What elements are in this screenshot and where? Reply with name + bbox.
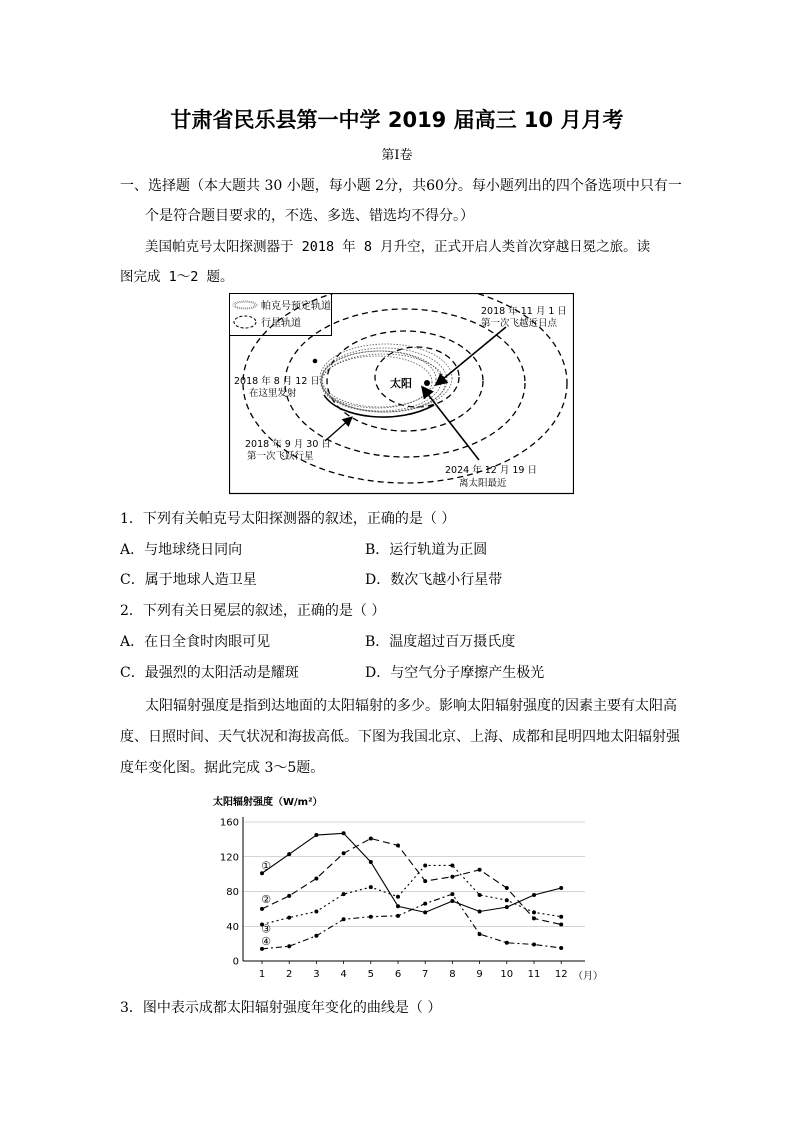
intro2-line3: 度年变化图。据此完成 3～5题。 — [120, 760, 325, 776]
series-label-2: ② — [261, 892, 271, 906]
data-point-s1-m10 — [505, 905, 509, 909]
chart-y-title: 太阳辐射强度（W/m²） — [213, 797, 323, 808]
data-point-s4-m11 — [532, 942, 536, 946]
intro1-line1: 美国帕克号太阳探测器于 2018 年 8 月升空，正式开启人类首次穿越日冕之旅。读 — [145, 239, 651, 255]
data-point-s3-m5 — [369, 885, 373, 889]
data-point-s2-m9 — [478, 868, 482, 872]
data-point-s1-m11 — [532, 893, 536, 897]
q1-option-d: D．数次飞越小行星带 — [365, 572, 503, 588]
q1-option-b: B．运行轨道为正圆 — [365, 542, 488, 558]
intro2-line2: 度、日照时间、天气状况和海拔高低。下图为我国北京、上海、成都和昆明四地太阳辐射强 — [120, 729, 680, 745]
data-point-s2-m11 — [532, 916, 536, 920]
y-tick-label: 120 — [219, 852, 239, 864]
data-point-s4-m5 — [369, 915, 373, 919]
y-tick-label: 80 — [226, 887, 239, 898]
intro2-line1: 太阳辐射强度是指到达地面的太阳辐射的多少。影响太阳辐射强度的因素主要有太阳高 — [145, 698, 677, 714]
x-tick-label: 8 — [449, 969, 456, 980]
data-point-s2-m3 — [314, 876, 318, 880]
data-point-s2-m12 — [559, 923, 563, 927]
x-tick-label: 6 — [394, 969, 402, 980]
q2-option-d: D．与空气分子摩擦产生极光 — [365, 665, 545, 681]
x-tick-label: 2 — [286, 969, 293, 980]
data-point-s3-m8 — [450, 863, 454, 867]
x-tick-label: 4 — [340, 969, 347, 980]
series-line-1 — [262, 833, 561, 912]
data-point-s3-m3 — [314, 909, 318, 913]
series-label-4: ④ — [261, 934, 271, 948]
data-point-s4-m3 — [314, 934, 318, 938]
q1-stem: 1．下列有关帕克号太阳探测器的叙述，正确的是（ ） — [120, 511, 456, 527]
series-label-3: ③ — [261, 922, 271, 936]
sep-text-label: 第一次飞跃行星 — [247, 451, 314, 462]
legend-probe-label: 帕克号预定轨道 — [261, 301, 331, 312]
data-point-s4-m10 — [505, 941, 509, 945]
dec-date-label: 2024 年 12 月 19 日 — [445, 465, 537, 476]
data-point-s1-m3 — [314, 833, 318, 837]
volume-label: 第Ⅰ卷 — [381, 148, 413, 163]
section-heading-line2: 个是符合题目要求的，不选、多选、错选均不得分。） — [145, 208, 474, 224]
data-point-s3-m7 — [423, 863, 427, 867]
data-point-s2-m2 — [287, 894, 291, 898]
orbit-diagram — [229, 293, 574, 495]
data-point-s4-m8 — [450, 892, 454, 896]
y-tick-label: 0 — [232, 956, 239, 968]
series-label-1: ① — [261, 859, 271, 873]
series-line-3 — [262, 865, 561, 924]
data-point-s1-m8 — [450, 899, 454, 903]
nov-date-label: 2018 年 11 月 1 日 — [481, 306, 567, 317]
data-point-s2-m4 — [342, 851, 346, 855]
data-point-s3-m9 — [478, 893, 482, 897]
x-tick-label: 9 — [476, 969, 483, 980]
data-point-s3-m2 — [287, 916, 291, 920]
data-point-s1-m5 — [369, 860, 373, 864]
data-point-s4-m2 — [287, 944, 291, 948]
x-tick-label: 10 — [500, 969, 514, 980]
aug-date-label: 2018 年 8 月 12 日 — [234, 376, 320, 387]
sep-date-label: 2018 年 9 月 30 日 — [245, 439, 331, 450]
data-point-s4-m9 — [478, 932, 482, 936]
data-point-s4-m6 — [396, 914, 400, 918]
data-point-s1-m7 — [423, 910, 427, 914]
data-point-s3-m12 — [559, 915, 563, 919]
data-point-s3-m11 — [532, 910, 536, 914]
sun-label: 太阳 — [390, 377, 412, 390]
sun-dot — [424, 380, 430, 386]
q1-option-a: A．与地球绕日同向 — [120, 542, 243, 558]
q2-option-c: C．最强烈的太阳活动是耀斑 — [120, 665, 299, 681]
section-heading-line1: 一、选择题（本大题共 30 小题，每小题 2分，共60分。每小题列出的四个备选项中只有一 — [120, 178, 682, 194]
data-point-s1-m6 — [396, 904, 400, 908]
dec-text-label: 离太阳最近 — [459, 478, 507, 489]
q1-option-c: C．属于地球人造卫星 — [120, 572, 257, 588]
page-title: 甘肃省民乐县第一中学 2019 届高三 10 月月考 — [170, 108, 624, 132]
x-tick-label: 7 — [422, 969, 429, 980]
y-tick-label: 40 — [226, 921, 239, 933]
q3-stem: 3．图中表示成都太阳辐射强度年变化的曲线是（ ） — [120, 1000, 442, 1016]
legend-planet-label: 行星轨道 — [261, 318, 301, 329]
chart-x-unit: （月） — [573, 971, 603, 982]
data-point-s1-m2 — [287, 852, 291, 856]
x-tick-label: 12 — [554, 969, 568, 980]
data-point-s4-m4 — [342, 917, 346, 921]
data-point-s2-m10 — [505, 886, 509, 890]
intro1-line2: 图完成 1～2 题。 — [120, 269, 234, 285]
launch-point — [313, 359, 318, 364]
x-tick-label: 11 — [527, 969, 541, 980]
q2-option-b: B．温度超过百万摄氏度 — [365, 634, 516, 650]
data-point-s1-m4 — [342, 831, 346, 835]
data-point-s2-m6 — [396, 843, 400, 847]
data-point-s2-m5 — [369, 837, 373, 841]
data-point-s2-m1 — [260, 907, 264, 911]
aug-text-label: 在这里发射 — [249, 388, 297, 399]
data-point-s3-m10 — [505, 898, 509, 902]
data-point-s3-m6 — [396, 895, 400, 899]
q2-option-a: A．在日全食时肉眼可见 — [120, 634, 271, 650]
data-point-s1-m9 — [478, 909, 482, 913]
data-point-s2-m8 — [450, 875, 454, 879]
x-tick-label: 1 — [258, 969, 266, 980]
x-tick-label: 5 — [367, 969, 374, 980]
y-tick-label: 160 — [219, 817, 239, 829]
radiation-chart — [205, 792, 605, 982]
data-point-s1-m12 — [559, 886, 563, 890]
nov-text-label: 第一次飞越近日点 — [481, 318, 558, 329]
q2-stem: 2．下列有关日冕层的叙述，正确的是（ ） — [120, 603, 386, 619]
x-tick-label: 3 — [313, 969, 320, 980]
data-point-s4-m12 — [559, 946, 563, 950]
data-point-s2-m7 — [423, 879, 427, 883]
data-point-s3-m4 — [342, 892, 346, 896]
data-point-s4-m7 — [423, 902, 427, 906]
